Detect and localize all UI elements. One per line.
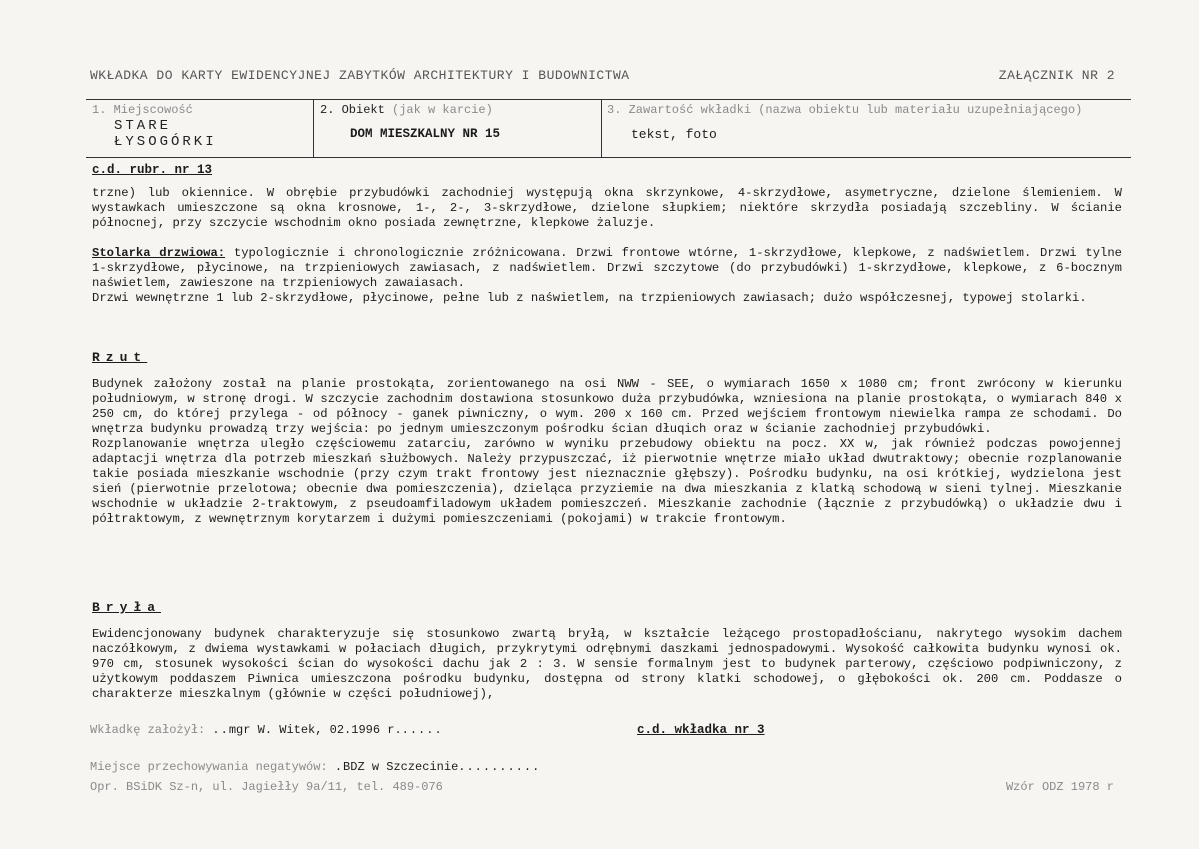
object-field — [320, 103, 500, 141]
section-heading-rzut: Rzut — [92, 350, 148, 365]
annex-number: ZAŁĄCZNIK NR 2 — [998, 68, 1115, 83]
place-line-1: STARE — [114, 118, 172, 134]
paragraph-windows: trzne) lub okiennice. W obrębie przybudówki zachodniej występują okna skrzynkowe, 4-skrzydłowe, asymetryczne, dzielone ślemieniem. W wystawkach umieszczone są okna krosnowe, 1-, 2-, 3-skrzydłowe, dzielone słupkiem; niektóre skrzydła posiadają szczebliny. W ścianie północnej, przy szczycie wschodnim okno posiada zewnętrzne, klepkowe żaluzje. — [92, 186, 1122, 230]
negatives-label: Miejsce przechowywania negatywów: — [90, 760, 328, 774]
place-label: 1. Miejscowość — [92, 103, 193, 117]
object-label: 2. Obiekt — [320, 103, 385, 117]
author-value: mgr W. Witek, 02.1996 r. — [228, 723, 402, 737]
negatives-value: BDZ w Szczecinie — [343, 760, 459, 774]
doors-lead: Stolarka drzwiowa: — [92, 246, 226, 260]
content-label-hint: (nazwa obiektu lub materiału uzupełniającego) — [758, 103, 1083, 117]
box-divider-1 — [313, 99, 314, 157]
paragraph-rzut: Budynek założony został na planie prostokąta, zorientowanego na osi NWW - SEE, o wymiarach 1650 x 1080 cm; front zwrócony w kierunku południowym, w stronę drogi. W szczycie zachodnim dostawiona stosunkowo duża przybudówka, wzniesiona na planie prostokąta, o wymiarach 840 x 250 cm, do której przylega - od północy - ganek piwniczny, o wym. 200 x 160 cm. Przed wejściem frontowym niewielka rampa ze schodami. Do wnętrza budynku prowadzą trzy wejścia: po jednym umieszczonym pośrodku ścian dłuqich oraz w ścianie zachodniej przybudówki. Rozplanowanie wnętrza uległo częściowemu zatarciu, zarówno w wyniku przebudowy obiektu na pocz. XX w, jak również podczas powojennej adaptacji wnętrza dla potrzeb mieszkań służbowych. Należy przypuszczać, iż pierwotnie wnętrze miało układ dwutraktowy; obecnie rozplanowanie takie posiada mieszkanie wschodnie (przy czym trakt frontowy jest nieznacznie głębszy). Pośrodku budynku, na osi krótkiej, wydzielona jest sień (pierwotnie przelotowa; obecnie dwa pomieszczenia), dzieląca przyziemie na dwa mieszkania z klatką schodową w sieni tylnej. Mieszkanie wschodnie w układzie 2-traktowym, z pseudoamfiladowym układem pomieszczeń. Mieszkanie zachodnie (łącznie z przybudówką) o układzie dwu i półtraktowym, z wewnętrznym korytarzem i dużymi pomieszczeniami (pokojami) w trakcie frontowym. — [92, 377, 1122, 526]
negatives-row: Miejsce przechowywania negatywów: .BDZ w Szczecinie.......... — [90, 760, 541, 774]
paragraph-doors — [92, 246, 1122, 306]
next-insert: c.d. wkładka nr 3 — [637, 723, 765, 737]
document-title: WKŁADKA DO KARTY EWIDENCYJNEJ ZABYTKÓW ARCHITEKTURY I BUDOWNICTWA — [90, 68, 630, 83]
author-row: Wkładkę założył: ..mgr W. Witek, 02.1996 r...... — [90, 723, 443, 737]
content-label: 3. Zawartość wkładki — [607, 103, 752, 117]
continuation-rubric: c.d. rubr. nr 13 — [92, 163, 213, 177]
object-value: DOM MIESZKALNY NR 15 — [350, 127, 501, 141]
place-line-2: ŁYSOGÓRKI — [114, 134, 217, 150]
box-top-line — [86, 99, 1131, 100]
place-field — [92, 103, 217, 150]
box-divider-2 — [601, 99, 602, 157]
form-model: Wzór ODZ 1978 r — [1005, 780, 1114, 794]
box-bottom-line — [86, 157, 1131, 158]
author-label: Wkładkę założył: — [90, 723, 206, 737]
address-line: Opr. BSiDK Sz-n, ul. Jagiełły 9a/11, tel. 489-076 — [90, 780, 443, 794]
content-value: tekst, foto — [631, 127, 717, 142]
section-heading-bryla: Bryła — [92, 600, 162, 615]
object-label-hint: (jak w karcie) — [392, 103, 493, 117]
content-field — [607, 103, 1082, 142]
doors-text: typologicznie i chronologicznie zróżnicowana. Drzwi frontowe wtórne, 1-skrzydłowe, klepkowe, z nadświetlem. Drzwi tylne 1-skrzydłowe, płycinowe, na trzpieniowych zawiasach, z nadświetlem. Drzwi szczytowe (do przybudówki) 1-skrzydłowe, klepkowe, z 6-bocznym naświetlem, zawieszone na trzpieniowych zawaiasach. Drzwi wewnętrzne 1 lub 2-skrzydłowe, płycinowe, pełne lub z naświetlem, na trzpieniowych zawiasach; dużo współczesnej, typowej stolarki. — [92, 246, 1122, 305]
paragraph-bryla: Ewidencjonowany budynek charakteryzuje się stosunkowo zwartą bryłą, w kształcie leżącego prostopadłościanu, nakrytego wysokim dachem naczółkowym, z dwiema wystawkami w połaciach długich, przykrytymi odrębnymi daszkami jednospadowymi. Wysokość całkowita budynku wynosi ok. 970 cm, stosunek wysokości ścian do wysokości dachu jak 2 : 3. W sensie formalnym jest to budynek parterowy, częściowo podpiwniczony, z użytkowym poddaszem Piwnica umieszczona pośrodku budynku, dostępna od strony klatki schodowej, o głębokości ok. 200 cm. Poddasze o charakterze mieszkalnym (głównie w części południowej), — [92, 627, 1122, 701]
